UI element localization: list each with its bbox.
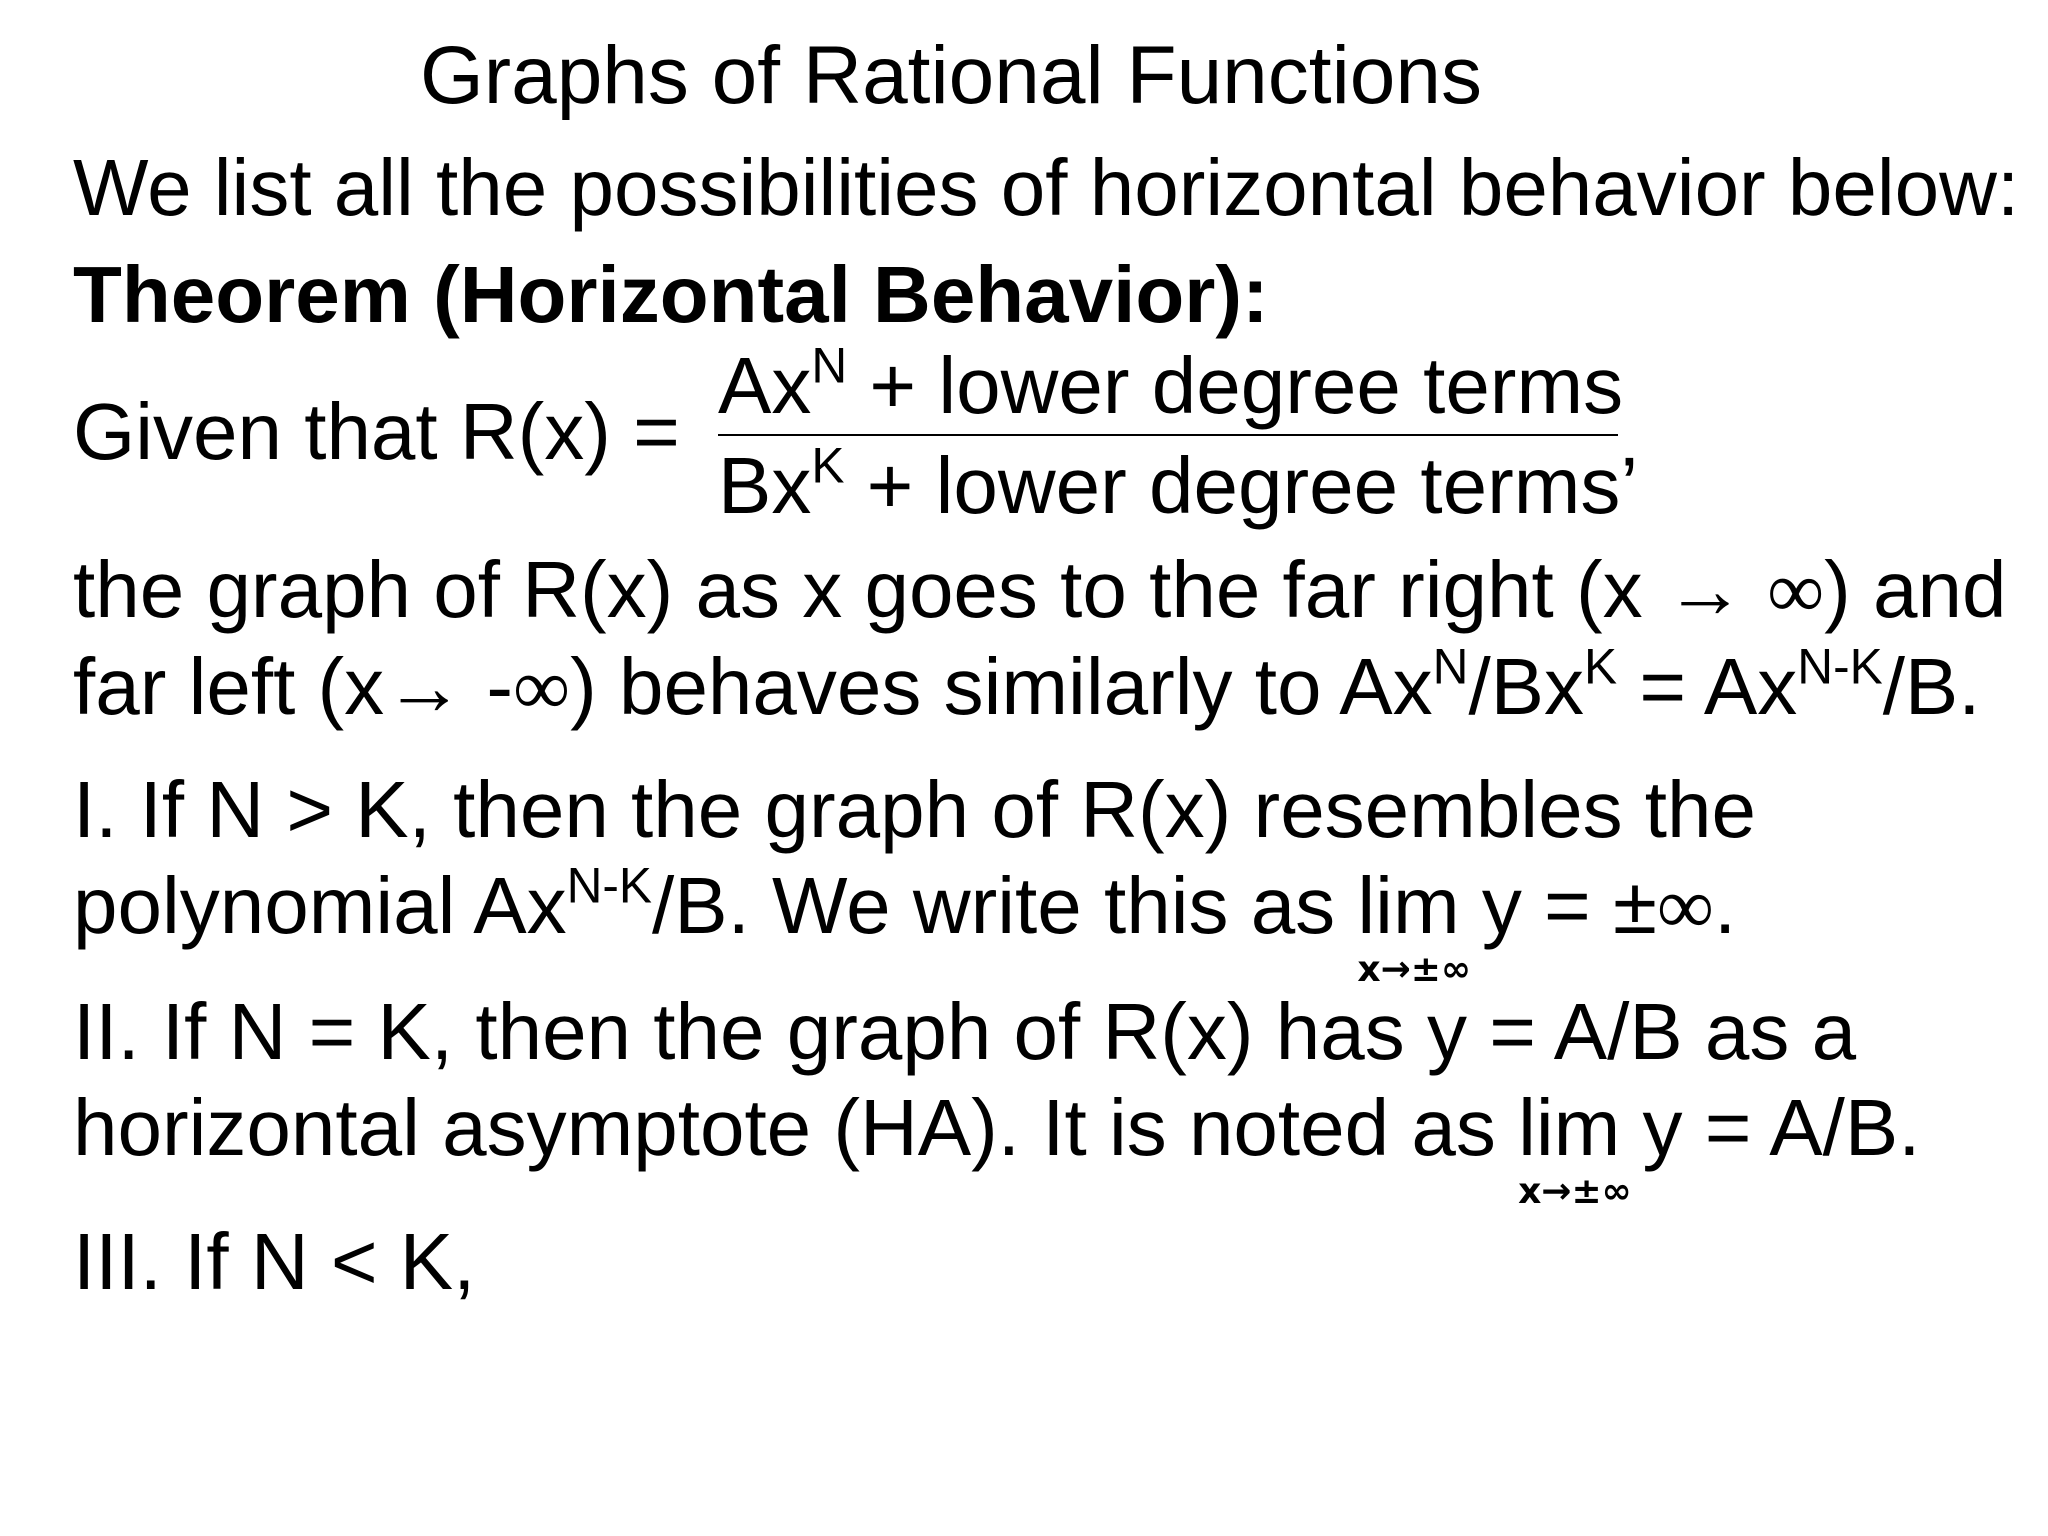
lim-label: lim [1518, 1083, 1621, 1172]
behavior-text-2d: = Ax [1617, 642, 1798, 731]
behavior-text-1b: ) and [1824, 545, 2007, 634]
behavior-text-2b: ) behaves similarly to Ax [570, 642, 1433, 731]
numerator-term: Ax [718, 341, 812, 430]
intro-text: We list all the possibilities of horizontal behavior below: [73, 143, 2020, 232]
case-1-text-b: /B. We write this as [652, 861, 1358, 950]
denominator-term: Bx [718, 441, 812, 530]
numerator-rest: + lower degree terms [847, 341, 1624, 430]
case-1-line-1: I. If N > K, then the graph of R(x) resembles the [73, 765, 1757, 854]
given-prefix: Given that R(x) = [73, 387, 680, 476]
denominator-exponent: K [811, 437, 845, 494]
fraction-numerator [718, 337, 1624, 430]
theorem-heading: Theorem (Horizontal Behavior): [73, 250, 1269, 339]
behavior-text-2c: /Bx [1468, 642, 1585, 731]
infinity-symbol: ∞ [1656, 863, 1714, 951]
slide-title: Graphs of Rational Functions [420, 30, 1482, 121]
exponent-k: K [1584, 638, 1618, 695]
case-2-line-1: II. If N = K, then the graph of R(x) has y = A/B as a [73, 987, 1857, 1076]
fraction-denominator [718, 437, 1639, 530]
case-1-period: . [1713, 861, 1737, 950]
behavior-line-1 [73, 545, 2007, 635]
numerator-exponent: N [811, 337, 848, 394]
case-2-text-b: y = A/B. [1620, 1083, 1921, 1172]
infinity-symbol: ∞ [513, 644, 571, 732]
behavior-text-1a: the graph of R(x) as x goes to the far right (x [73, 545, 1665, 634]
case-1-exponent: N-K [566, 857, 653, 914]
trailing-comma: ’ [1620, 441, 1639, 530]
negative-sign: - [464, 642, 514, 731]
exponent-n-minus-k: N-K [1797, 638, 1883, 695]
case-1-text-a: polynomial Ax [73, 861, 567, 950]
right-arrow-icon: → [1664, 545, 1745, 634]
exponent-n: N [1432, 638, 1469, 695]
infinity-symbol: ∞ [1767, 547, 1825, 635]
limit-operator [1357, 861, 1471, 990]
case-1-line-2 [73, 857, 1737, 990]
fraction-bar [718, 434, 1618, 436]
case-3-line-1: III. If N < K, [73, 1217, 476, 1306]
limit-operator [1518, 1083, 1632, 1212]
denominator-rest: + lower degree terms [844, 441, 1621, 530]
behavior-text-2e: /B. [1882, 642, 1981, 731]
behavior-line-2 [73, 638, 1981, 732]
right-arrow-icon: → [384, 642, 465, 731]
behavior-text-2a: far left (x [73, 642, 385, 731]
case-1-text-c: y = ± [1459, 861, 1657, 950]
case-2-text-a: horizontal asymptote (HA). It is noted as [73, 1083, 1519, 1172]
limit-subscript: x→±∞ [1518, 1171, 1632, 1212]
limit-subscript: x→±∞ [1357, 949, 1471, 990]
case-2-line-2 [73, 1083, 1921, 1212]
lim-label: lim [1357, 861, 1460, 950]
